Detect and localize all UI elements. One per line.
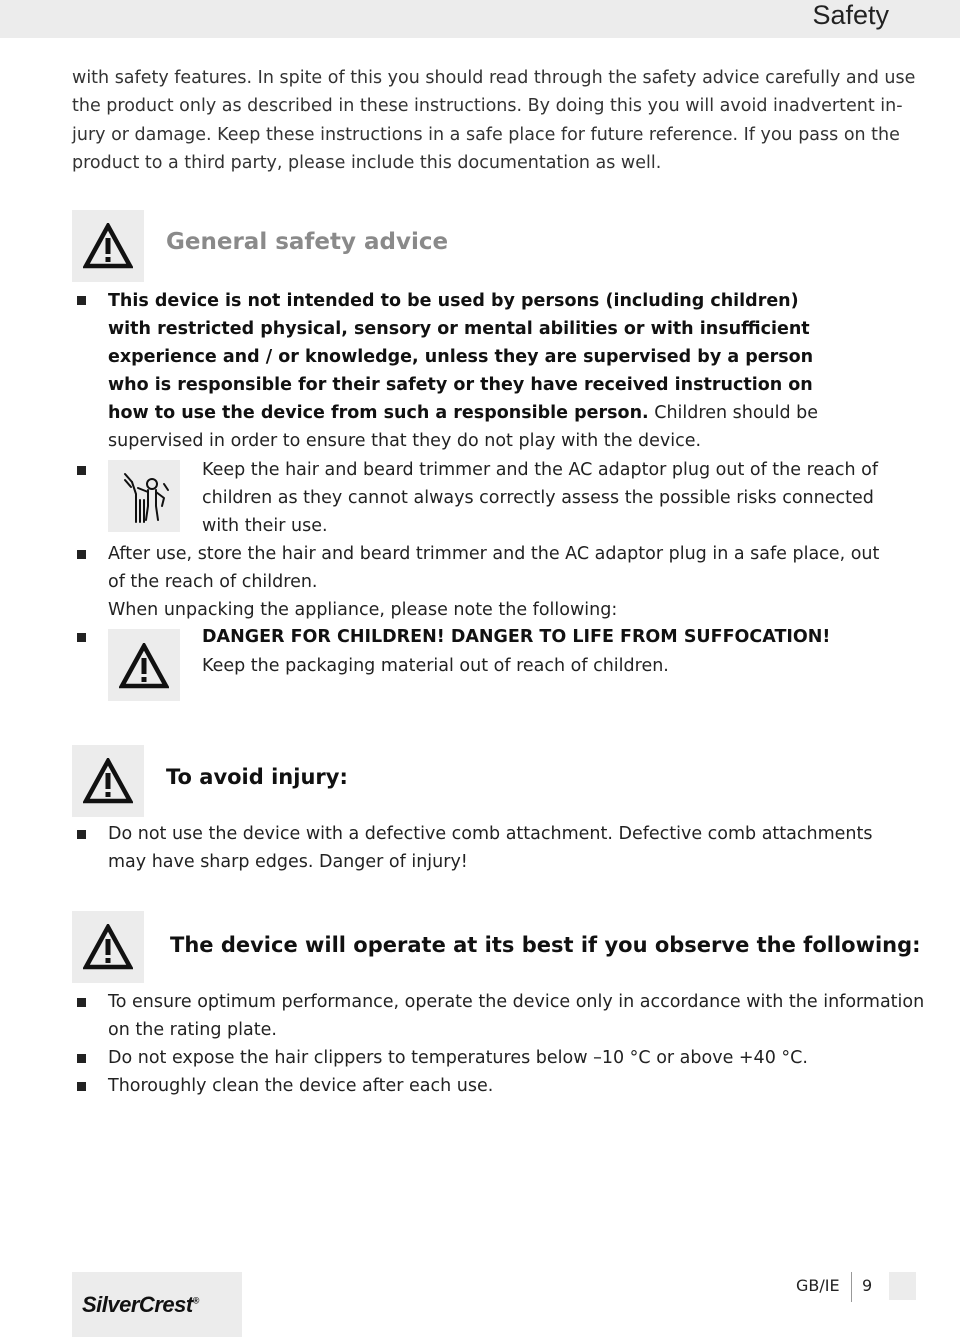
warning-triangle-icon <box>83 924 133 970</box>
bullet-marker <box>77 633 86 642</box>
footer-logo-box <box>72 1272 242 1337</box>
general-item2-line: children as they cannot always correctly assess the possible risks connected <box>202 488 874 508</box>
brand-name: SilverCrest <box>82 1292 193 1317</box>
general-item1-line: This device is not intended to be used by persons (including children) <box>108 291 799 311</box>
best-item3-line: Thoroughly clean the device after each use. <box>108 1076 494 1096</box>
brand-logo <box>82 1292 199 1318</box>
footer-divider <box>851 1272 852 1302</box>
bullet-marker <box>77 1054 86 1063</box>
general-item3-line: After use, store the hair and beard trimmer and the AC adaptor plug in a safe place, out <box>108 544 880 564</box>
danger-text: Keep the packaging material out of reach of children. <box>202 656 669 676</box>
general-item1-tail: Children should be <box>648 403 819 423</box>
general-item1-line: experience and / or knowledge, unless they are supervised by a person <box>108 347 814 367</box>
intro-line: with safety features. In spite of this you should read through the safety advice carefully and use <box>72 68 916 88</box>
children-icon-box <box>108 460 180 532</box>
warning-triangle-icon <box>83 758 133 804</box>
page-title: Safety <box>812 0 889 30</box>
danger-heading: DANGER FOR CHILDREN! DANGER TO LIFE FROM SUFFOCATION! <box>202 627 831 647</box>
bullet-marker <box>77 550 86 559</box>
best-item2-line: Do not expose the hair clippers to temperatures below –10 °C or above +40 °C. <box>108 1048 808 1068</box>
bullet-marker <box>77 830 86 839</box>
intro-paragraph <box>72 64 916 177</box>
general-item3-line: of the reach of children. <box>108 572 318 592</box>
bullet-marker <box>77 998 86 1007</box>
page-number: 9 <box>862 1276 873 1295</box>
best-item1-line: on the rating plate. <box>108 1020 277 1040</box>
warning-box-injury <box>72 745 144 817</box>
footer-language: GB/IE <box>796 1276 840 1295</box>
warning-triangle-icon <box>119 643 169 689</box>
general-item1-line: who is responsible for their safety or they have received instruction on <box>108 375 813 395</box>
general-safety-heading: General safety advice <box>166 229 449 255</box>
general-item1-bold-end: how to use the device from such a responsible person. <box>108 403 649 423</box>
intro-line: the product only as described in these instructions. By doing this you will avoid inadvertent in- <box>72 96 903 117</box>
footer-marker-square <box>889 1272 916 1300</box>
warning-box-general <box>72 210 144 282</box>
warning-box-best <box>72 911 144 983</box>
bullet-marker <box>77 1082 86 1091</box>
general-item2-line: with their use. <box>202 516 328 536</box>
intro-line: jury or damage. Keep these instructions in a safe place for future reference. If you pass on the <box>72 124 900 145</box>
best-item1-line: To ensure optimum performance, operate the device only in accordance with the information <box>108 992 925 1012</box>
general-item1-line: with restricted physical, sensory or mental abilities or with insufficient <box>108 319 810 339</box>
bullet-marker <box>77 466 86 475</box>
intro-line: product to a third party, please include this documentation as well. <box>72 152 662 173</box>
injury-item1-line: Do not use the device with a defective comb attachment. Defective comb attachments <box>108 824 873 844</box>
bullet-marker <box>77 296 86 305</box>
warning-triangle-icon <box>83 223 133 269</box>
danger-warning-box <box>108 629 180 701</box>
registered-mark: ® <box>192 1295 199 1306</box>
injury-heading: To avoid injury: <box>166 765 348 789</box>
general-item2-line: Keep the hair and beard trimmer and the AC adaptor plug out of the reach of <box>202 460 879 480</box>
general-item1-line <box>108 399 818 427</box>
injury-item1-line: may have sharp edges. Danger of injury! <box>108 852 468 872</box>
best-operation-heading: The device will operate at its best if you observe the following: <box>170 933 921 957</box>
keep-away-from-children-icon <box>122 470 170 524</box>
general-item1-line: supervised in order to ensure that they do not play with the device. <box>108 431 702 451</box>
unpacking-note: When unpacking the appliance, please note the following: <box>108 600 618 620</box>
